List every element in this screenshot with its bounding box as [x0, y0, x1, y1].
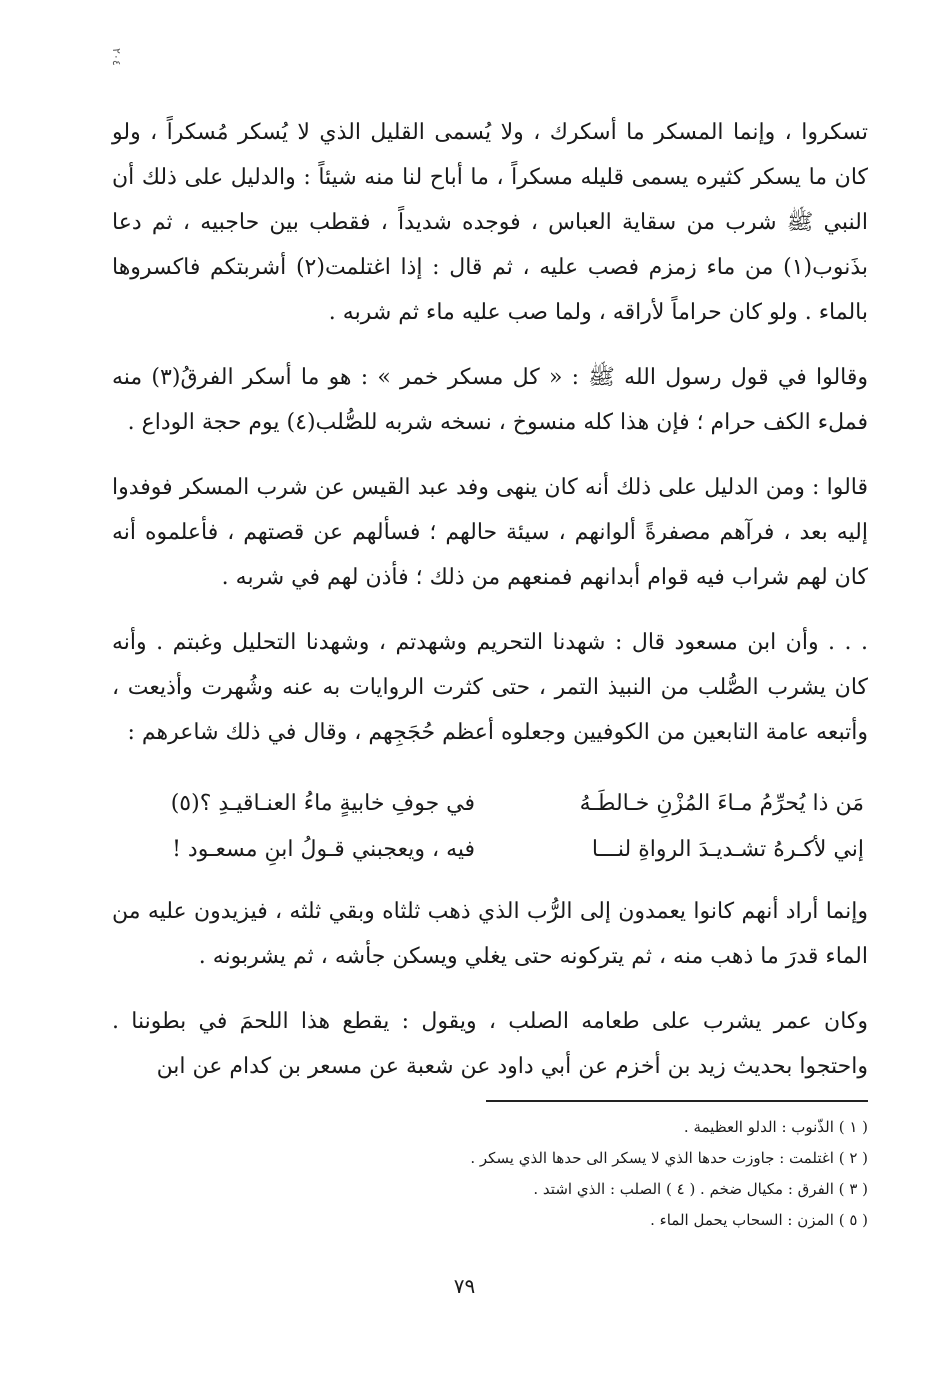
footnote-1: ( ١ ) الذّنوب : الدلو العظيمة .: [683, 1118, 868, 1136]
footnote-divider: [486, 1100, 868, 1102]
verse-2-second-hemistich: فيه ، ويعجبني قـولُ ابنِ مسعـود !: [172, 837, 476, 862]
footnotes: [112, 1112, 868, 1236]
poem-verse-2: [112, 827, 868, 873]
verse-1-first-hemistich: مَن ذا يُحرِّمُ مـاءَ المُزْنِ خـالطَـهُ: [579, 791, 864, 816]
footnote-3-4: ( ٣ ) الفرق : مكيال ضخم . ( ٤ ) الصلب : الذي اشتد .: [533, 1180, 868, 1198]
paragraph-4: . . . وأن ابن مسعود قال : شهدنا التحريم وشهدتم ، وشهدنا التحليل وغبتم . وأنه كان يشرب الصُّلب من النبيذ التمر ، حتى كثرت الروايات به عنه وشُهرت وأذيعت ، وأتبعه عامة التابعين من الكوفيين وجعلوه أعظم حُجَجِهم ، وقال في ذلك شاعرهم :: [112, 630, 868, 745]
corner-mark: ٢٠٤: [110, 48, 123, 66]
footnote-2: ( ٢ ) اغتلمت : جاوزت حدها الذي لا يسكر الى حدها الذي يسكر .: [470, 1149, 868, 1167]
paragraph-1: تسكروا ، وإنما المسكر ما أسكرك ، ولا يُسمى القليل الذي لا يُسكر مُسكراً ، ولو كان ما يسكر كثيره يسمى قليله مسكراً ، ما أباح لنا منه شيئاً : والدليل على ذلك أن النبي ﷺ شرب من سقاية العباس ، فوجده شديداً ، فقطب بين حاجبيه ، ثم دعا بذَنوب(١) من ماء زمزم فصب عليه ، ثم قال : إذا اغتلمت(٢) أشربتكم فاكسروها بالماء . ولو كان حراماً لأراقه ، ولما صب عليه ماء ثم شربه .: [112, 120, 868, 325]
page-body: [112, 110, 868, 1089]
verse-2-first-hemistich: إني لأكـرهُ تشـديـدَ الرواةِ لنـــا: [591, 837, 864, 862]
page-number: ٧٩: [453, 1274, 476, 1298]
paragraph-3: قالوا : ومن الدليل على ذلك أنه كان ينهى وفد عبد القيس عن شرب المسكر فوفدوا إليه بعد ، فرآهم مصفرةً ألوانهم ، سيئة حالهم ؛ فسألهم عن قصتهم ، فأعلموه أنه كان لهم شراب فيه قوام أبدانهم فمنعهم من ذلك ؛ فأذن لهم في شربه .: [112, 475, 868, 590]
poem-verse-1: [112, 781, 868, 827]
paragraph-5: وإنما أراد أنهم كانوا يعمدون إلى الرُّب الذي ذهب ثلثاه وبقي ثلثه ، فيزيدون عليه من الماء قدرَ ما ذهب منه ، ثم يتركونه حتى يغلي ويسكن جأشه ، ثم يشربونه .: [112, 899, 868, 969]
footnote-5: ( ٥ ) المزن : السحاب يحمل الماء .: [650, 1211, 868, 1229]
verse-1-second-hemistich: في جوفِ خابيةٍ ماءُ العنـاقيـدِ ؟(٥): [170, 791, 476, 816]
paragraph-2: وقالوا في قول رسول الله ﷺ : « كل مسكر خمر » : هو ما أسكر الفرقُ(٣) منه فملء الكف حرام ؛ فإن هذا كله منسوخ ، نسخه شربه للصُّلب(٤) يوم حجة الوداع .: [112, 365, 869, 435]
poem: [112, 781, 868, 873]
paragraph-6: وكان عمر يشرب على طعامه الصلب ، ويقول : يقطع هذا اللحمَ في بطوننا . واحتجوا بحديث زيد بن أخزم عن أبي داود عن شعبة عن مسعر بن كدام عن ابن: [112, 1009, 868, 1079]
